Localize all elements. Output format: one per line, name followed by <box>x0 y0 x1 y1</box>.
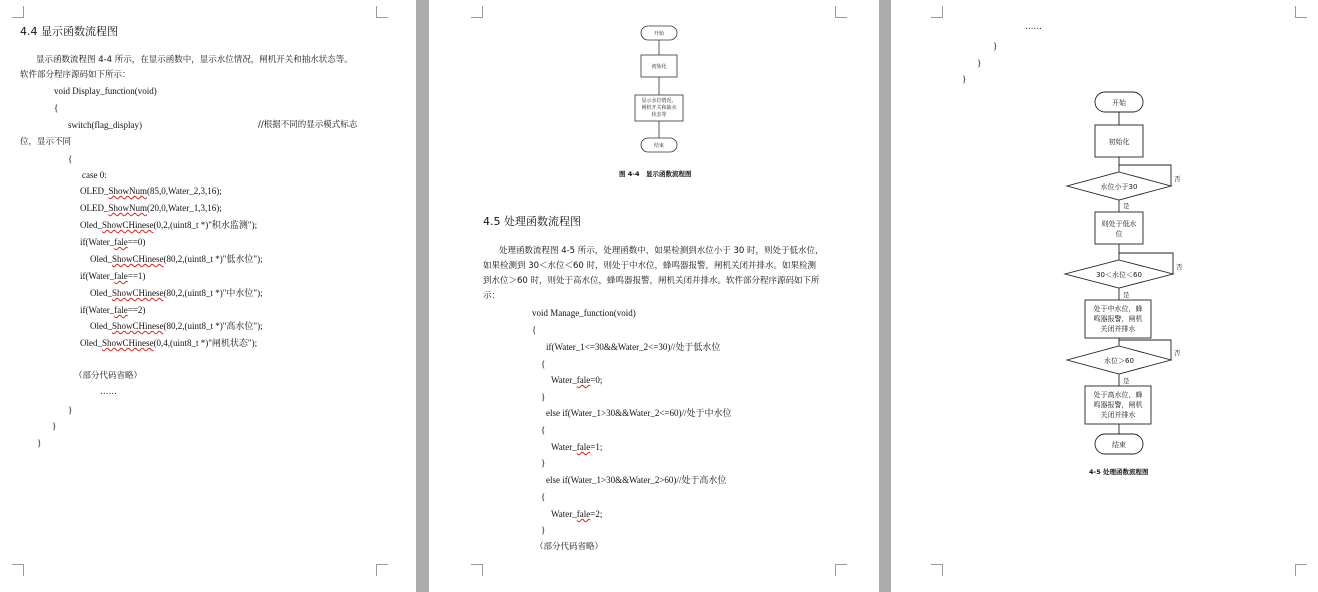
code-comment: //根据不同的显示模式标志 <box>258 120 358 130</box>
paragraph-line: 到水位＞60 时，则处于高水位，蜂鸣器报警，闸机关闭并排水。软件部分程序源码如下所 <box>483 276 820 286</box>
flow-start-label: 开始 <box>1112 99 1126 107</box>
code-omitted-note: （部分代码省略） <box>74 371 143 381</box>
flow-decision-label: 水位小于30 <box>1100 183 1138 191</box>
page-corner-mark <box>376 6 388 18</box>
flow-end-label: 结束 <box>1112 441 1126 449</box>
flow-low-box <box>1095 212 1143 244</box>
flow-low-label: 则处于低水 <box>1101 220 1137 228</box>
code-line: if(Water_fale==0) <box>80 237 146 247</box>
code-line: OLED_ShowNum(85,0,Water_2,3,16); <box>80 186 222 196</box>
flow-no-label: 否 <box>1176 263 1183 271</box>
code-line: } <box>52 421 57 431</box>
page-corner-mark <box>835 564 847 576</box>
flow-display-label: 闸机开关和抽水 <box>641 105 677 111</box>
flow-no-label: 否 <box>1174 349 1181 357</box>
flow-yes-label: 是 <box>1123 291 1130 299</box>
section-heading: 4.4 显示函数流程图 <box>20 25 118 38</box>
manage-flowchart <box>891 0 1318 492</box>
code-line: } <box>68 405 73 415</box>
figure-caption: 图 4-4 显示函数流程图 <box>619 170 692 178</box>
code-line: Water_fale=0; <box>551 375 603 385</box>
code-line: …… <box>1025 22 1042 32</box>
code-line: } <box>993 41 998 51</box>
code-line: { <box>541 359 546 369</box>
flow-mid-label: 鸣器报警，闸机 <box>1093 315 1143 323</box>
code-line: Oled_ShowCHinese(80,2,(uint8_t *)"低水位"); <box>90 254 263 264</box>
page-corner-mark <box>931 564 943 576</box>
flow-init-label: 初始化 <box>1108 138 1130 146</box>
code-line: { <box>541 492 546 502</box>
code-line: Oled_ShowCHinese(80,2,(uint8_t *)"中水位"); <box>90 288 263 298</box>
paragraph-line: 如果检测到 30＜水位＜60 时，则处于中水位，蜂鸣器报警，闸机关闭并排水。如果检测 <box>483 261 817 271</box>
code-line: { <box>541 425 546 435</box>
code-line: if(Water_fale==1) <box>80 271 146 281</box>
page-corner-mark <box>376 564 388 576</box>
flow-mid-label: 处于中水位，蜂 <box>1093 305 1143 313</box>
code-line: } <box>541 525 546 535</box>
code-line: case 0: <box>82 170 107 180</box>
flow-decision-label: 30＜水位＜60 <box>1096 271 1142 279</box>
code-line: } <box>977 58 982 68</box>
code-line: } <box>541 458 546 468</box>
code-line: Oled_ShowCHinese(80,2,(uint8_t *)"高水位"); <box>90 321 263 331</box>
code-omitted-note: （部分代码省略） <box>535 542 604 552</box>
display-flowchart <box>429 0 879 180</box>
code-line: if(Water_1<=30&&Water_2<=30)//处于低水位 <box>546 342 721 352</box>
document-page-2 <box>429 0 879 592</box>
flow-high-label: 关闭并排水 <box>1100 411 1136 419</box>
flow-yes-label: 是 <box>1123 377 1130 385</box>
section-heading: 4.5 处理函数流程图 <box>483 215 581 228</box>
flow-end-label: 结束 <box>653 143 665 149</box>
code-line: } <box>962 74 967 84</box>
code-line: { <box>532 325 537 335</box>
flow-high-label: 鸣器报警，闸机 <box>1093 401 1143 409</box>
code-line: Water_fale=1; <box>551 442 603 452</box>
page-corner-mark <box>1295 564 1307 576</box>
code-line: Water_fale=2; <box>551 509 603 519</box>
code-line: Oled_ShowCHinese(0,4,(uint8_t *)"闸机状态"); <box>80 338 258 348</box>
code-line: …… <box>100 387 117 397</box>
paragraph-line: 软件部分程序源码如下所示： <box>20 70 131 80</box>
flow-decision-label: 水位＞60 <box>1104 357 1134 365</box>
code-line: 位，显示不同 <box>20 137 72 147</box>
document-page-3 <box>891 0 1318 592</box>
code-line: } <box>37 438 42 448</box>
flow-display-label: 状态等 <box>651 112 667 118</box>
code-line: void Display_function(void) <box>54 86 157 96</box>
flow-low-label: 位 <box>1115 230 1123 238</box>
code-line: { <box>68 154 73 164</box>
code-line: void Manage_function(void) <box>532 308 636 318</box>
flow-display-label: 显示水位情况， <box>641 98 677 104</box>
code-line: } <box>541 392 546 402</box>
paragraph-line: 处理函数流程图 4-5 所示，处理函数中，如果检测到水位小于 30 时，则处于低水位， <box>499 246 824 256</box>
flow-no-label: 否 <box>1174 175 1181 183</box>
code-line: switch(flag_display) <box>68 120 142 130</box>
code-line: if(Water_fale==2) <box>80 305 146 315</box>
figure-caption: 4-5 处理函数流程图 <box>1089 468 1149 476</box>
page-corner-mark <box>471 564 483 576</box>
paragraph-line: 示： <box>483 291 501 301</box>
flow-yes-label: 是 <box>1123 202 1130 210</box>
flow-start-label: 开始 <box>653 31 665 37</box>
page-corner-mark <box>12 564 24 576</box>
code-line: { <box>54 103 59 113</box>
code-line: else if(Water_1>30&&Water_2>60)//处于高水位 <box>546 475 727 485</box>
page-corner-mark <box>12 6 24 18</box>
paragraph-line: 显示函数流程图 4-4 所示，在显示函数中，显示水位情况，闸机开关和抽水状态等。 <box>36 55 353 65</box>
document-page-1 <box>0 0 416 592</box>
flow-high-label: 处于高水位，蜂 <box>1093 391 1143 399</box>
code-line: OLED_ShowNum(20,0,Water_1,3,16); <box>80 203 222 213</box>
code-line: else if(Water_1>30&&Water_2<=60)//处于中水位 <box>546 408 732 418</box>
flow-init-label: 初始化 <box>651 64 667 70</box>
flow-mid-label: 关闭并排水 <box>1100 325 1136 333</box>
code-line: Oled_ShowCHinese(0,2,(uint8_t *)"积水监测"); <box>80 220 258 230</box>
